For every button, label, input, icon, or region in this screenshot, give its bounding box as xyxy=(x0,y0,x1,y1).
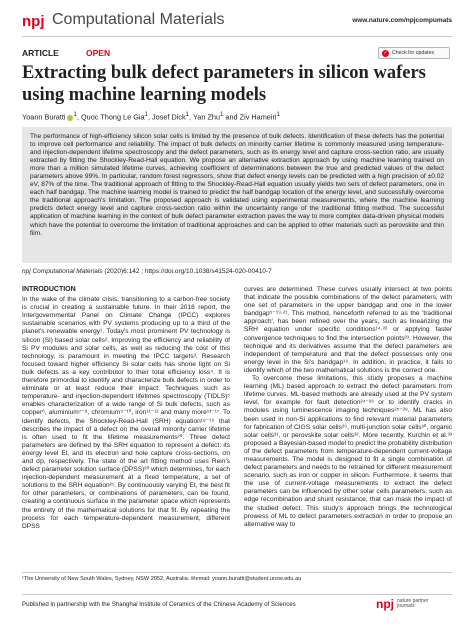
author-name[interactable]: Yoann Buratti xyxy=(22,112,66,122)
affiliation-marker[interactable]: 1 xyxy=(144,111,148,118)
npj-logo[interactable]: npj xyxy=(22,13,45,30)
orcid-icon[interactable] xyxy=(67,115,73,121)
affiliation-marker[interactable]: 1 xyxy=(73,111,77,118)
author-name[interactable]: , Yan Zhu xyxy=(189,112,221,122)
footer-np-text xyxy=(397,599,428,610)
affiliation-marker[interactable]: 1 xyxy=(185,111,190,118)
check-updates-label: Check for updates xyxy=(392,50,435,56)
body-column-right xyxy=(244,286,452,529)
citation-doi-link[interactable]: (2020)6:142 ; https://doi.org/10.1038/s41524-020-00410-7 xyxy=(102,268,272,275)
journal-header xyxy=(0,0,474,40)
open-access-label: OPEN xyxy=(86,48,111,58)
section-heading-introduction: INTRODUCTION xyxy=(22,286,76,293)
article-title: Extracting bulk defect parameters in silicon wafers using machine learning models xyxy=(22,63,426,105)
journal-name[interactable]: Computational Materials xyxy=(52,11,225,28)
footer-np-line2: journals xyxy=(397,603,415,609)
abstract-text: The performance of high-efficiency silicon solar cells is limited by the presence of bulk defects. Identification of these defects has the potential to improve cell performance and reliability. The impact of bulk defects on minority carrier lifetime is commonly measured using temperature- and injection-dependent lifetime spectroscopy and the defect parameters, such as its energy level and capture cross-section ratio, are usually extracted by fitting the Shockley-Read-Hall equation. We propose an alternative extraction approach by using machine learning trained on more than a million simulated lifetime curves, achieving coefficient of determinations between the true and predicted values of the defect parameters above 99%. In particular, random forest regressors, show that defect energy levels can be predicted with a high precision of ±0.02 eV, 87% of the time. The traditional approach of fitting to the Shockley-Read-Hall equation usually yields two sets of defect parameters, one in each half bandgap. The machine learning model is trained to predict the half bandgap location of the energy level, and successfully overcome the traditional approach's limitation. The proposed approach is validated using experimental measurements, where the machine learning predicts defect energy level and capture cross-section ratio within the uncertainty range of the traditional fitting method. The successful application of machine learning in the context of bulk defect parameter extraction paves the way to more complex data-driven physical models which have the potential to overcome the limitation of traditional approaches and can be applied to other materials such as perovskite and thin film. xyxy=(30,133,444,237)
author-name[interactable]: and Ziv Hameiri xyxy=(223,112,277,122)
affiliation-marker[interactable]: 1 xyxy=(220,111,224,118)
nature-partner-journals-logo[interactable] xyxy=(376,597,428,611)
footer-np-line1: nature partner xyxy=(397,597,429,604)
affiliation-marker[interactable]: 1 xyxy=(276,111,280,118)
footer-npj-mark: npj xyxy=(376,597,394,611)
check-for-updates-button[interactable] xyxy=(378,47,450,59)
body-paragraph: To overcome these limitations, this study proposes a machine learning (ML) based approach to extract the defect parameters from lifetime curves. ML-based methods are already used at the PV system level, for example for fault detection²⁴⁻²⁶ or to identify cracks in modules using luminescence imaging techniques²⁵⁻²⁸. ML has also been used in non-Si applications to find relevant material parameters for fabrication of CIGS solar cells²⁹, multi-junction solar cells³⁰, organic solar cells³¹, or perovskite solar cells³². More recently, Kurchin et al.³³ proposed a Bayesian-based model to predict the probability distribution of the defect parameters from temperature-dependent current-voltage measurements. The model is designed to fit a single combination of defect parameters and needs to be retrained for different measurement scenario, such as iron or copper in silicon. Furthermore, it seems that the use of current-voltage measurements to extract the defect parameters can be influenced by other solar cells parameters, such as edge recombination and shunt resistance, that can mask the impact of the studied defect. This study's approach brings the technological prowess of ML to defect parameters extraction in order to propose an alternative way to xyxy=(244,375,452,528)
site-url-link[interactable]: www.nature.com/npjcompumats xyxy=(352,17,452,24)
header-divider xyxy=(22,36,452,37)
author-list xyxy=(22,111,452,121)
footer-divider xyxy=(22,594,452,595)
author-name[interactable]: , Quoc Thong Le Gia xyxy=(76,112,145,122)
partnership-footer-text: Published in partnership with the Shanghai Institute of Ceramics of the Chinese Academy of Sciences xyxy=(22,601,296,608)
citation-journal: npj Computational Materials xyxy=(22,268,103,275)
body-paragraph: curves are determined. These curves usually intersect at two points that indicate the possible combinations of the defect parameters, with one set of parameters in the upper bandgap and one in the lower bandgap⁵⁻¹⁹·²¹. This method, henceforth referred to as the 'traditional approach', has been refined over the years, such as linearizing the SRH equation under specific conditions¹⁴·²² or applying faster convergence techniques to find the intersection points²³. However, the technique and its derivatives assume that the defect parameters are independent of temperature and that the defect possesses only one energy level in the Si's bandgap¹⁹. In addition, in practice, it fails to identify which of the two mathematical solutions is the correct one. xyxy=(244,286,452,374)
check-updates-icon: ✓ xyxy=(383,49,388,56)
citation-line xyxy=(22,268,272,275)
article-type-label: ARTICLE xyxy=(22,48,59,58)
body-column-left xyxy=(22,286,230,531)
footnote-divider xyxy=(22,572,452,573)
affiliation-footnote: ¹The University of New South Wales, Sydney, NSW 2052, Australia. ✉email: yoann.buratti@student.unsw.edu.au xyxy=(22,576,302,582)
body-paragraph: In the wake of the climate crisis, transitioning to a carbon-free society is crucial in creating a sustainable future. In their 2018 report, the Intergovernmental Panel on Climate Change (IPCC) explores sustainable scenarios with PV systems producing up to a third of the planet's renewable energy¹. Today's most prominent PV technology is silicon (Si) based solar cells². Improving the efficiency and reliability of Si PV modules and solar cells, as well as reducing the cost of this technology, is paramount in meeting the IPCC targets³. Research focused toward higher efficiency Si solar cells has shone light on Si bulk defects as a key contributor to their total efficiency loss⁴. It is therefore primordial to identify and characterize bulk defects in order to eliminate or at least reduce their impact. Techniques such as temperature- and injection-dependent lifetimes spectroscopy (TIDLS)⁵ enables characterization of a wide range of Si bulk defects, such as copper⁶, aluminium⁷⁻⁸, chromium⁹⁻¹⁰, iron¹¹⁻¹² and many more¹³⁻¹⁷. To identify defects, the Shockley-Read-Hall (SRH) equation¹⁸⁻¹⁹ that describes the impact of a defect on the overall minority carrier lifetime is often used to fit the lifetime measurements²⁰. Three defect parameters are defined by the SRH equation to represent a defect: its energy level Et, and its electron and hole capture cross-sections, σn and σp, respectively. The state of the art fitting method uses Rein's defect parameter solution surface (DPSS)²⁰ which determines, for each injection-dependent measurement at a fixed temperature, a set of solutions to the SRH equation²¹. By continuously varying Et, the best fit for other parameters, or combinations of parameters, can be found, creating a continuous surface in the parameter space which represents the entirety of the mathematical solutions for that fit. By repeating the process for each temperature-dependent measurement, different DPSS xyxy=(22,296,230,530)
abstract-box xyxy=(22,127,452,263)
author-name[interactable]: , Josef Dick xyxy=(147,112,186,122)
